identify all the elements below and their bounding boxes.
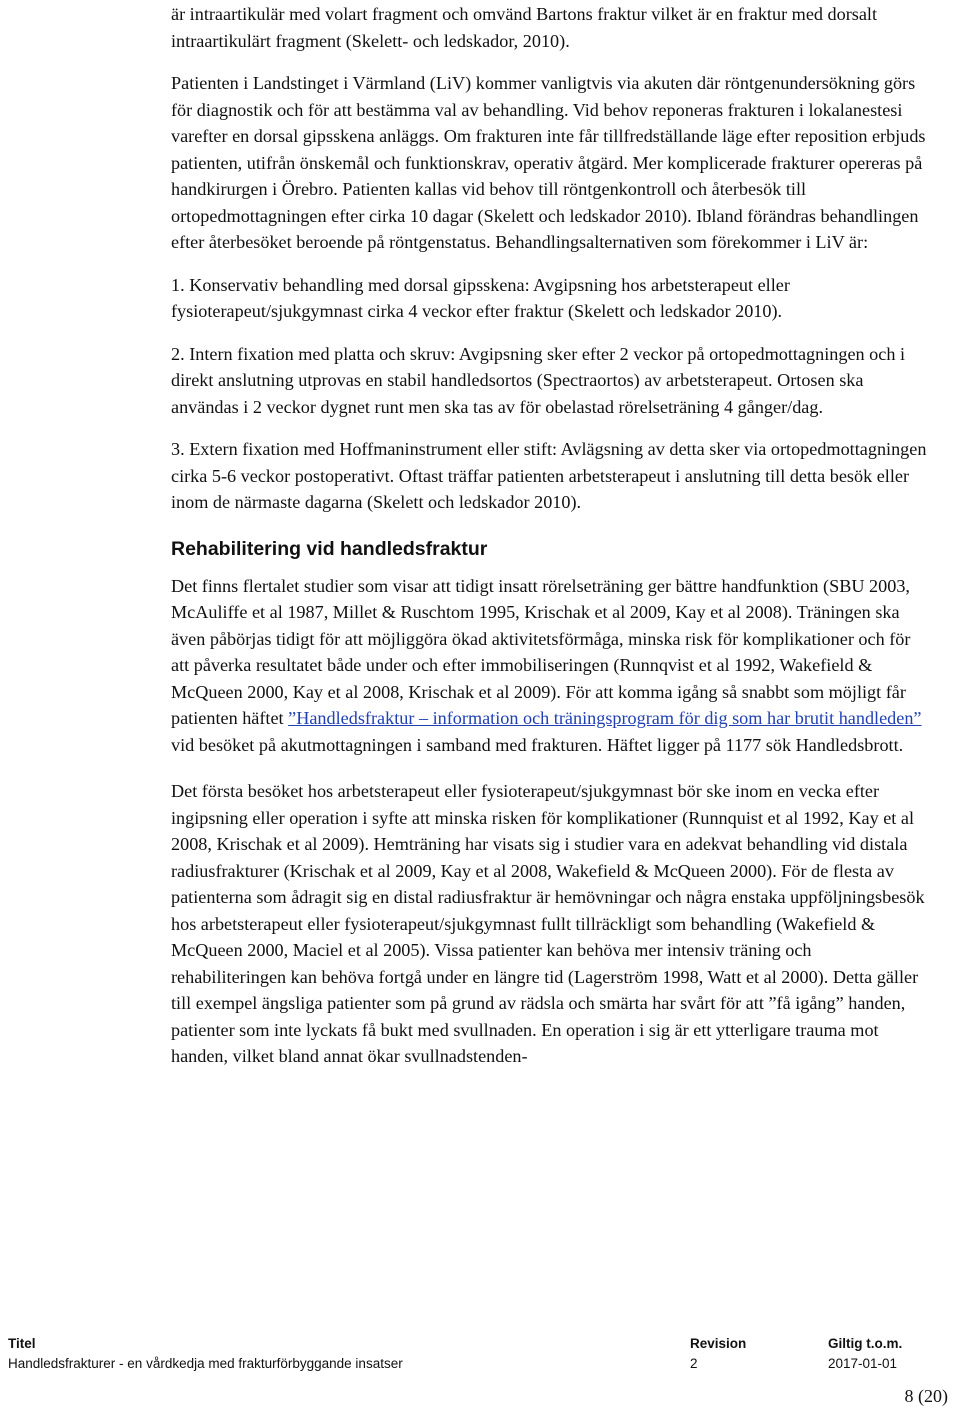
footer-title-value: Handledsfrakturer - en vårdkedja med frakturförbyggande insatser: [8, 1356, 403, 1371]
paragraph-rehabilitation: [171, 573, 931, 759]
paragraph-fracture-types: är intraartikulär med volart fragment och omvänd Bartons fraktur vilket är en fraktur med dorsalt intraartikulärt fragment (Skelett- och ledskador, 2010).: [171, 4, 878, 51]
section-heading: Rehabilitering vid handledsfraktur: [171, 537, 488, 560]
rehab-text-before: Det finns flertalet studier som visar att tidigt insatt rörelseträning ger bättre handfunktion (SBU 2003, McAuliffe et al 1987, Millet & Ruschtom 1995, Krischak et al 2009, Kay et al 2008). Träningen ska även påbörjas tidigt för att möjliggöra ökad aktivitetsförmåga, minska risk för komplikationer och för att påverka resultatet både under och efter immobiliseringen (Runnqvist et al 1992, Wakefield & McQueen 2000, Kay et al 2008, Krischak et al 2009). För att komma igång så snabbt som möjligt får patienten häftet: [171, 575, 911, 728]
paragraph-option-2: 2. Intern fixation med platta och skruv: Avgipsning sker efter 2 veckor på ortopedmottagningen och i direkt anslutning utprovas en stabil handledsortos (Spectraortos) av arbetsterapeut. Ortosen ska användas i 2 veckor dygnet runt men ska tas av för obelastad rörelseträning 4 gånger/dag.: [171, 343, 906, 417]
page-number: 8 (20): [904, 1386, 948, 1406]
paragraph-first-visit: Det första besöket hos arbetsterapeut eller fysioterapeut/sjukgymnast bör ske inom en vecka efter ingipsning eller operation i syfte att minska risken för komplikationer (Runnquist et al 1992, Kay et al 2008, Krischak et al 2009). Hemträning har visats sig i studier vara en adekvat behandling vid distala radiusfrakturer (Krischak et al 2009, Kay et al 2008, Wakefield & McQueen 2000). För de flesta av patienterna som ådragit sig en distal radiusfraktur är hemövningar och några enstaka uppföljningsbesök hos arbetsterapeut eller fysioterapeut/sjukgymnast fullt tillräckligt som behandling (Wakefield & McQueen 2000, Maciel et al 2005). Vissa patienter kan behöva mer intensiv träning och rehabiliteringen kan behöva fortgå under en längre tid (Lagerström 1998, Watt et al 2000). Detta gäller till exempel ängsliga patienter som på grund av rädsla och smärta har svårt för att ”få igång” handen, patienter som inte lyckats få bukt med svullnaden. En operation i sig är ett ytterligare trauma mot handen, vilket bland annat ökar svullnadstenden-: [171, 781, 925, 1066]
booklet-link[interactable]: ”Handledsfraktur – information och träningsprogram för dig som har brutit handleden”: [288, 708, 922, 728]
paragraph-option-1: 1. Konservativ behandling med dorsal gipsskena: Avgipsning hos arbetsterapeut eller fysioterapeut/sjukgymnast cirka 4 veckor efter fraktur (Skelett och ledskador 2010).: [171, 274, 790, 321]
footer-revision-label: Revision: [690, 1336, 747, 1351]
footer-valid-value: 2017-01-01: [828, 1356, 898, 1371]
paragraph-liv-procedure: Patienten i Landstinget i Värmland (LiV) kommer vanligtvis via akuten där röntgenundersökning görs för diagnostik och för att bestämma val av behandling. Vid behov reponeras frakturen i lokalanestesi varefter en dorsal gipsskena anläggs. Om frakturen inte får tillfredställande läge efter reposition erbjuds patienten, utifrån önskemål och funktionskrav, operativ åtgärd. Mer komplicerade frakturer opereras på handkirurgen i Örebro. Patienten kallas vid behov till röntgenkontroll och återbesök till ortopedmottagningen efter cirka 10 dagar (Skelett och ledskador 2010). Ibland förändras behandlingen efter återbesöket beroende på röntgenstatus. Behandlingsalternativen som förekommer i LiV är:: [171, 73, 926, 252]
footer-valid-label: Giltig t.o.m.: [828, 1336, 903, 1351]
rehab-text-after: vid besöket på akutmottagningen i samband med frakturen. Häftet ligger på 1177 sök Handledsbrott.: [171, 734, 904, 755]
paragraph-option-3: 3. Extern fixation med Hoffmaninstrument eller stift: Avlägsning av detta sker via ortopedmottagningen cirka 5-6 veckor postoperativt. Oftast träffar patienten arbetsterapeut i anslutning till detta besök eller inom de närmaste dagarna (Skelett och ledskador 2010).: [171, 439, 927, 512]
footer-revision-value: 2: [690, 1356, 698, 1371]
document-body: [171, 0, 931, 1070]
footer-title-label: Titel: [8, 1336, 36, 1351]
